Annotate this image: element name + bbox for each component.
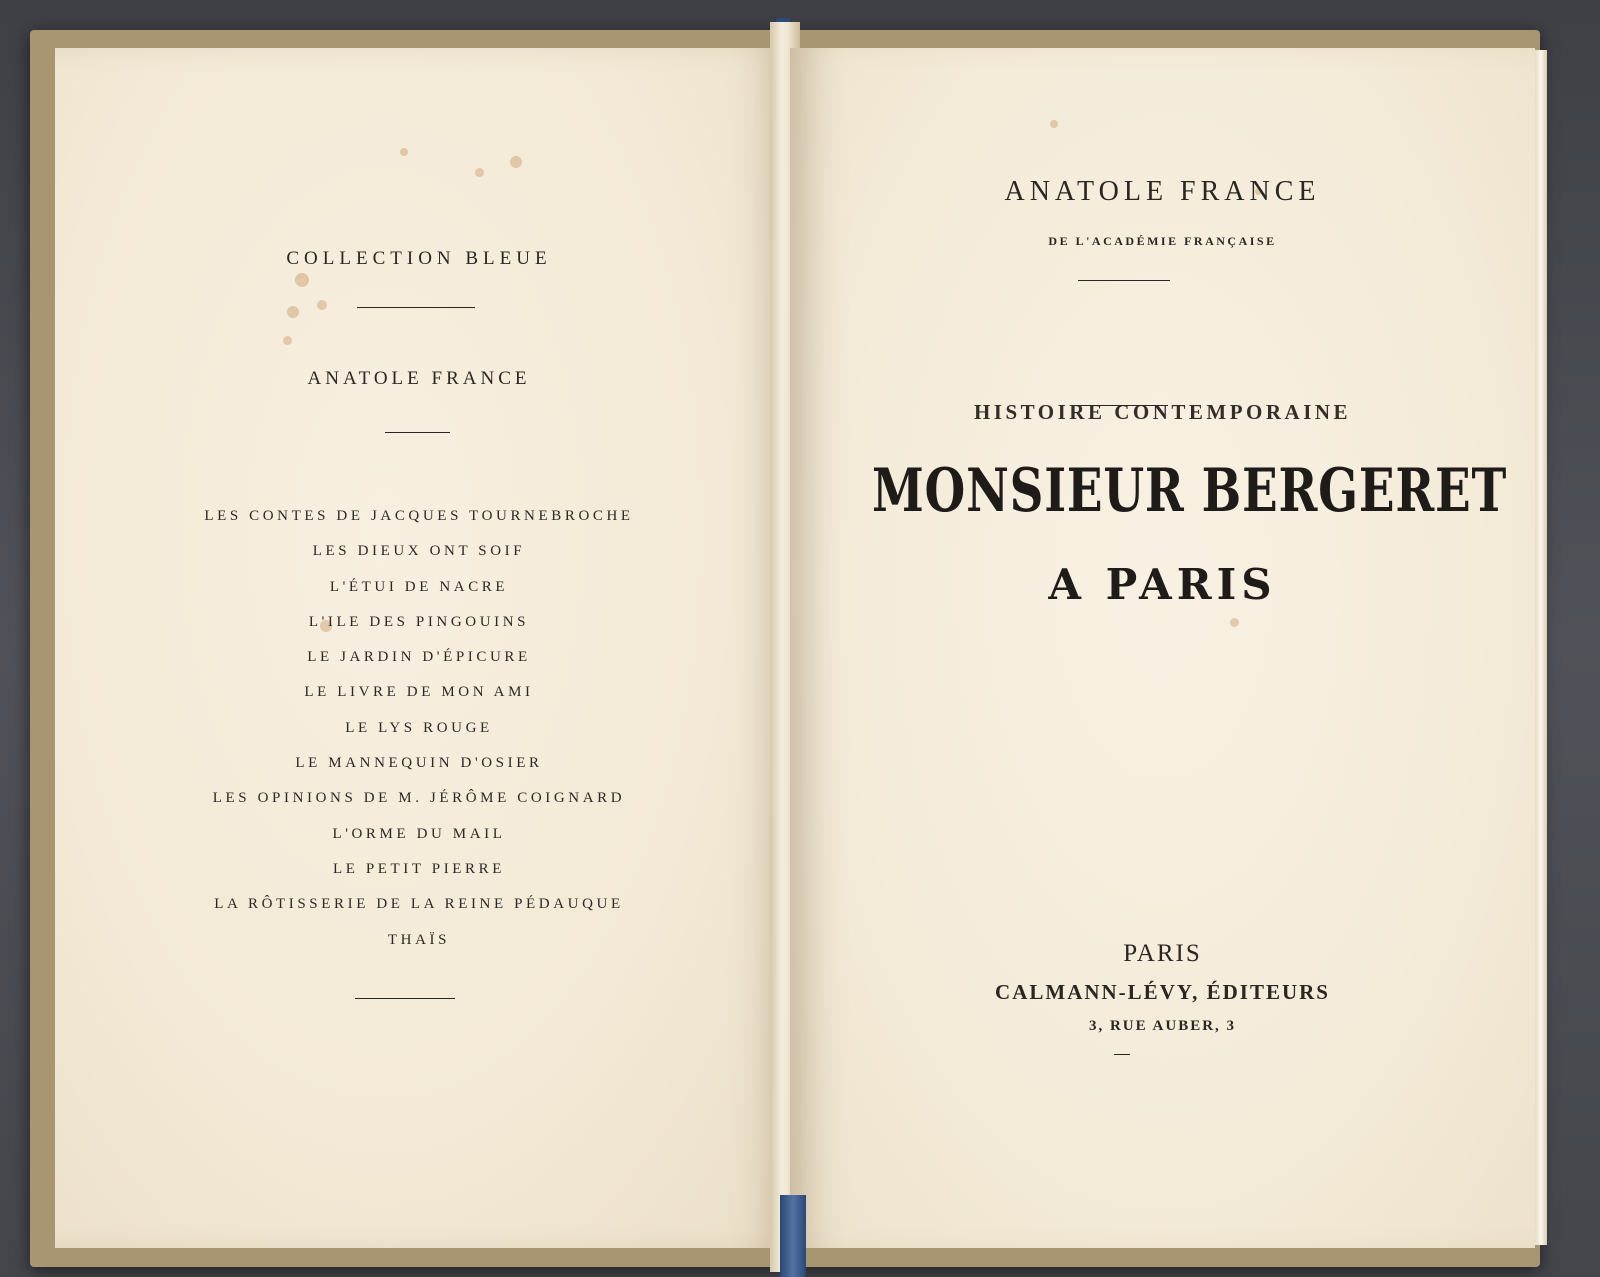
collection-name: COLLECTION BLEUE bbox=[286, 248, 552, 269]
list-item: LE PETIT PIERRE bbox=[332, 860, 506, 877]
book-title-line-1: MONSIEUR BERGERET bbox=[871, 456, 1508, 526]
list-item: L'ILE DES PINGOUINS bbox=[308, 613, 530, 630]
list-item: THAÏS bbox=[387, 931, 451, 948]
foxing-spot bbox=[1050, 120, 1058, 128]
imprint-publisher: CALMANN-LÉVY, ÉDITEURS bbox=[995, 980, 1330, 1004]
list-item: L'ORME DU MAIL bbox=[332, 825, 506, 842]
list-item: LES OPINIONS DE M. JÉRÔME COIGNARD bbox=[212, 790, 626, 807]
divider-rule bbox=[385, 432, 450, 433]
list-item: LES CONTES DE JACQUES TOURNEBROCHE bbox=[204, 508, 634, 524]
imprint-address: 3, RUE AUBER, 3 bbox=[1088, 1018, 1237, 1034]
foxing-spot bbox=[317, 300, 327, 310]
list-item: L'ÉTUI DE NACRE bbox=[329, 578, 509, 595]
foxing-spot bbox=[295, 273, 309, 287]
imprint-city: PARIS bbox=[1123, 940, 1202, 967]
divider-rule bbox=[355, 998, 455, 999]
list-item: LE LYS ROUGE bbox=[345, 719, 493, 736]
title-page-author: ANATOLE FRANCE bbox=[1004, 176, 1321, 207]
book-title-line-2: A PARIS bbox=[1048, 560, 1277, 609]
divider-rule bbox=[357, 307, 475, 308]
divider-rule bbox=[1078, 280, 1170, 281]
works-list bbox=[55, 504, 783, 963]
list-item: LES DIEUX ONT SOIF bbox=[312, 543, 526, 560]
list-item: LA RÔTISSERIE DE LA REINE PÉDAUQUE bbox=[214, 896, 624, 913]
list-item: LE MANNEQUIN D'OSIER bbox=[295, 755, 543, 772]
foxing-spot bbox=[287, 306, 299, 318]
divider-rule bbox=[1114, 1054, 1130, 1055]
foxing-spot bbox=[510, 156, 522, 168]
foxing-spot bbox=[400, 148, 408, 156]
divider-rule bbox=[1076, 405, 1168, 406]
list-item: LE JARDIN D'ÉPICURE bbox=[307, 649, 531, 666]
right-page bbox=[790, 48, 1535, 1248]
bookmark-ribbon-bottom bbox=[780, 1195, 806, 1277]
series-title: HISTOIRE CONTEMPORAINE bbox=[973, 400, 1352, 424]
author-affiliation: DE L'ACADÉMIE FRANÇAISE bbox=[1048, 234, 1277, 248]
foxing-spot bbox=[283, 336, 292, 345]
list-item: LE LIVRE DE MON AMI bbox=[304, 684, 534, 701]
foxing-spot bbox=[1230, 618, 1239, 627]
foxing-spot bbox=[475, 168, 484, 177]
page-edge bbox=[1535, 50, 1547, 1245]
series-author: ANATOLE FRANCE bbox=[307, 368, 531, 389]
left-page bbox=[55, 48, 783, 1248]
